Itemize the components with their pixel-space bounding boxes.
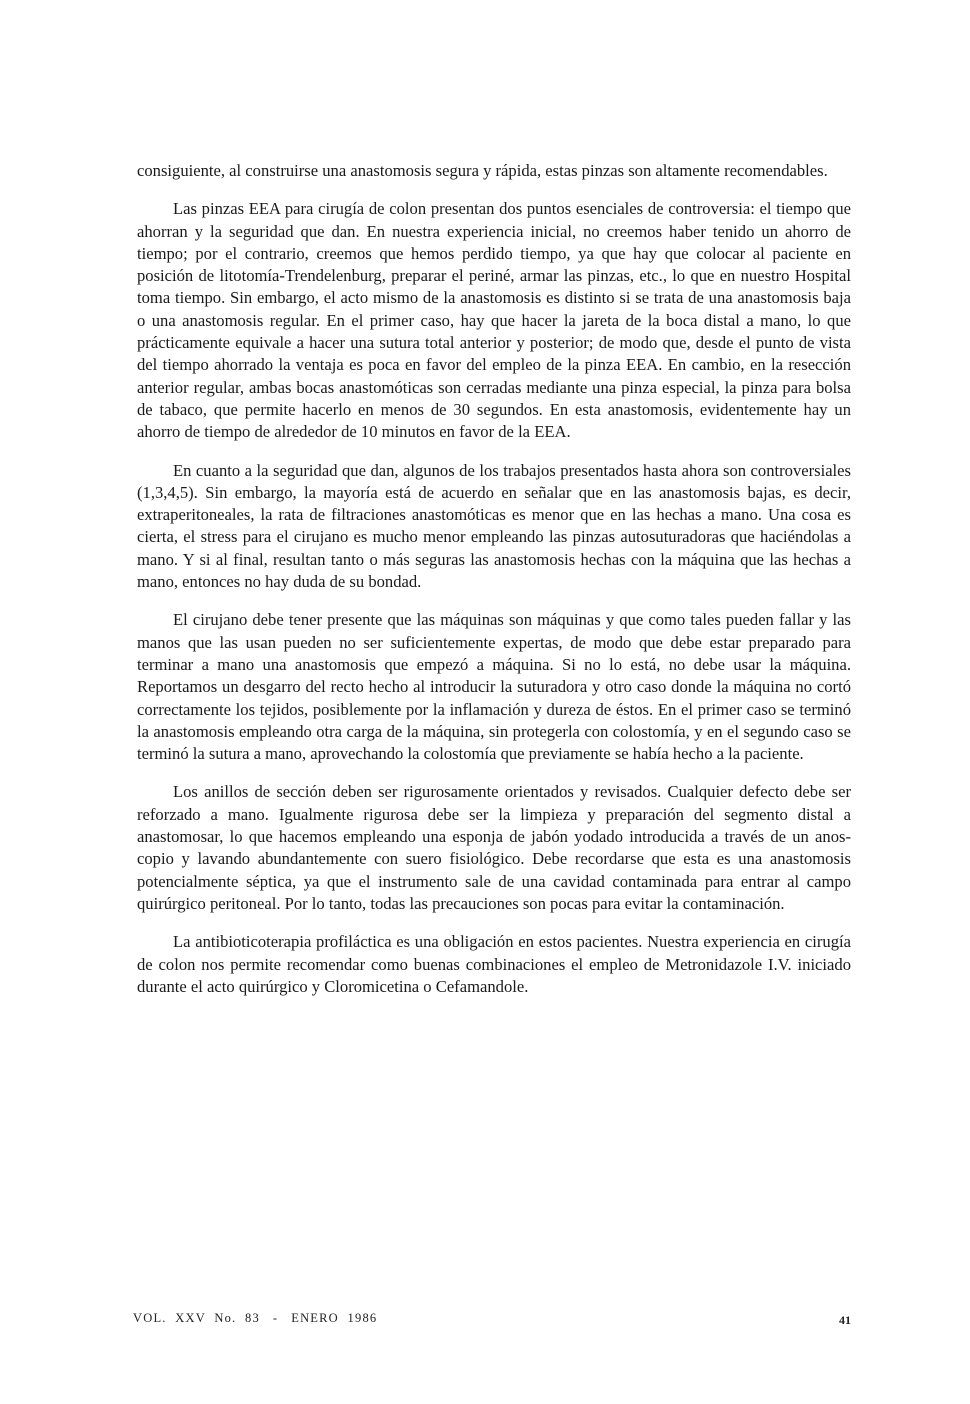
page-footer (133, 1311, 851, 1331)
paragraph-safety: En cuanto a la seguridad que dan, algunos de los trabajos presentados hasta ahora son controversiales (1,3,4,5). Sin embargo, la mayoría está de acuerdo en señalar que en las anastomosis bajas, es decir, extraperitoneales, la rata de filtraciones anastomóticas es menor que en las hechas a mano. Una cosa es cierta, el stress para el cirujano es mucho menor empleando las pinzas autosuturadoras que haciéndolas a mano. Y si al final, resultan tanto o más seguras las anastomosis hechas con la máquina que las hechas a mano, entonces no hay duda de su bondad. (137, 460, 851, 592)
paragraph-continuation: consiguiente, al construirse una anastomosis segura y rápida, estas pinzas son altamente recomendables. (137, 161, 828, 180)
paragraph-eea-controversy: Las pinzas EEA para cirugía de colon presentan dos puntos esenciales de controversia: el tiempo que ahorran y la seguridad que dan. En nuestra experiencia inicial, no creemos haber tenido un ahorro de tiempo; por el contrario, creemos que hemos perdido tiempo, ya que hay que colocar al paciente en posición de litotomía-Trendelenburg, preparar el periné, armar las pinzas, etc., lo que en nuestro Hospital toma tiempo. Sin embargo, el acto mismo de la anastomosis es distinto si se trata de una anastomosis baja o una anastomosis regular. En el primer caso, hay que hacer la jareta de la boca distal a mano, lo que prácticamente equivale a hacer una sutura total anterior y posterior; de modo que, desde el punto de vista del tiempo ahorrado la ventaja es poca en favor del empleo de la pinza EEA. En cambio, en la resección anterior regular, ambas bocas anastomóticas son cerradas mediante una pinza especial, la pinza para bolsa de tabaco, que permite hacerlo en menos de 30 segundos. En esta anastomosis, evidentemente hay un ahorro de tiempo de alrededor de 10 minutos en favor de la EEA. (137, 199, 851, 442)
page-number: 41 (839, 1313, 851, 1327)
article-body (137, 160, 851, 1014)
paragraph-antibiotic-prophylaxis: La antibioticoterapia profiláctica es una obligación en estos pacientes. Nuestra experiencia en cirugía de colon nos permite recomendar como buenas combinaciones el empleo de Metronidazole I.V. iniciado durante el acto quirúrgico y Cloromicetina o Cefamandole. (137, 932, 851, 996)
paragraph-surgeon-preparedness: El cirujano debe tener presente que las máquinas son máquinas y que como tales pueden fallar y las manos que las usan pueden no ser suficientemente expertas, de modo que debe estar preparado para terminar a mano una anastomosis que empezó a máquina. Si no lo está, no debe usar la máquina. Reportamos un desgarro del recto hecho al introducir la suturadora y otro caso donde la máquina no cortó correctamente los tejidos, posiblemente por la inflamación y dureza de éstos. En el primer caso se terminó la anastomosis empleando otra carga de la máquina, sin protegerla con colostomía, y en el segundo caso se terminó la sutura a mano, aprovechando la colostomía que previamente se había hecho a la paciente. (137, 610, 851, 764)
paragraph-section-rings: Los anillos de sección deben ser rigurosamente orientados y revisados. Cualquier defecto debe ser reforzado a mano. Igualmente rigurosa debe ser la limpieza y preparación del segmento distal a anastomosar, lo que hacemos empleando una esponja de jabón yodado introducida a través de un anoscopio y lavando abundantemente con suero fisiológico. Debe recordarse que esta es una anastomosis potencialmente séptica, ya que el instrumento sale de una cavidad contaminada para entrar al campo quirúrgico peritoneal. Por lo tanto, todas las precauciones son pocas para evitar la contaminación. (137, 782, 851, 913)
journal-issue-info: VOL. XXV No. 83 - ENERO 1986 (133, 1311, 378, 1325)
